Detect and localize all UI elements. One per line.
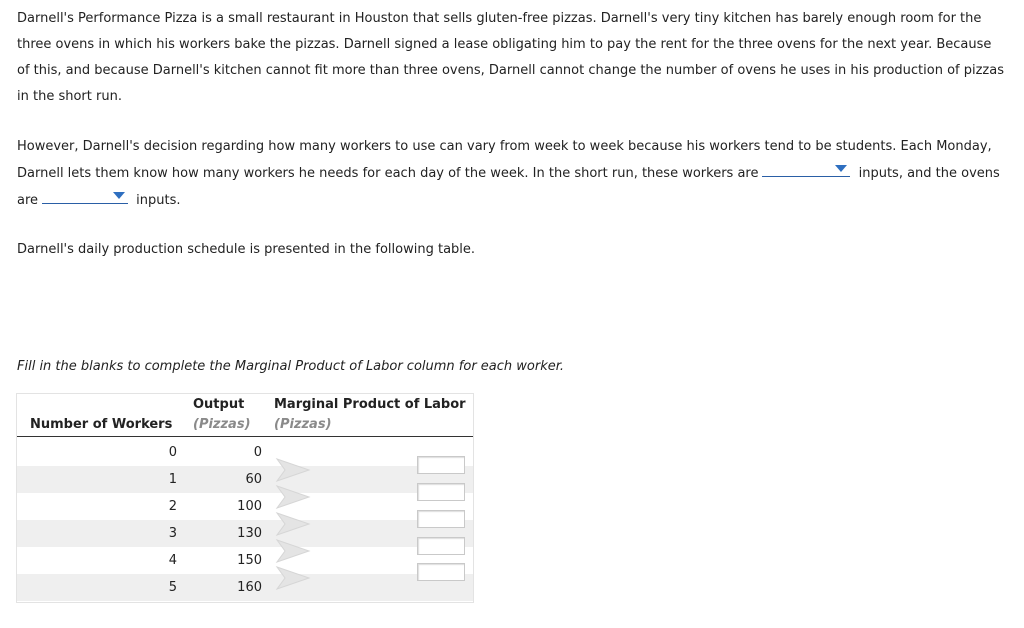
intro-paragraph: Darnell's Performance Pizza is a small restaurant in Houston that sells gluten-free pizzas. Darnell's very tiny kitchen has barely enough room for the three ovens in which his workers bake the pizzas. Darnell signed a lease obligating him to pay the rent for the three ovens for the next year. Because of this, and because Darnell's kitchen cannot fit more than three ovens, Darnell cannot change the number of ovens he uses in his production of pizzas in the short run. [17, 11, 1004, 104]
mpl-input-worker-2[interactable] [417, 483, 465, 501]
mpl-input-worker-3[interactable] [417, 510, 465, 528]
instruction-text: Fill in the blanks to complete the Marginal Product of Labor column for each worker. [17, 359, 565, 374]
output-cell: 0 [253, 445, 262, 460]
production-schedule-table [16, 393, 474, 603]
header-divider [17, 436, 473, 437]
output-header: Output [193, 397, 245, 412]
table-row [17, 520, 473, 547]
table-row [17, 547, 473, 574]
workers-paragraph-text-3: inputs. [136, 193, 181, 208]
chevron-right-icon [275, 484, 311, 510]
workers-cell: 0 [168, 445, 177, 460]
table-row [17, 574, 473, 601]
chevron-right-icon [275, 565, 311, 591]
dropdown-arrow-icon [113, 192, 125, 199]
dropdown-arrow-icon [835, 165, 847, 172]
workers-cell: 5 [168, 580, 177, 595]
workers-cell: 4 [168, 553, 177, 568]
chevron-right-icon [275, 457, 311, 483]
output-cell: 150 [237, 553, 262, 568]
chevron-right-icon [275, 511, 311, 537]
chevron-right-icon [275, 538, 311, 564]
output-cell: 130 [237, 526, 262, 541]
table-row [17, 493, 473, 520]
mpl-unit-header: (Pizzas) [274, 417, 332, 432]
output-cell: 100 [237, 499, 262, 514]
output-cell: 60 [245, 472, 262, 487]
workers-cell: 1 [168, 472, 177, 487]
workers-paragraph-text-1: However, Darnell's decision regarding how many workers to use can vary from week to week because his workers tend to be students. Each Monday, Darnell lets them know how many workers he needs for each day of the week. In the short run, these workers are [17, 139, 992, 181]
mpl-header: Marginal Product of Labor [274, 397, 466, 412]
table-row [17, 466, 473, 493]
workers-header: Number of Workers [30, 417, 173, 432]
mpl-input-worker-1[interactable] [417, 456, 465, 474]
mpl-input-worker-5[interactable] [417, 563, 465, 581]
workers-input-type-dropdown[interactable] [762, 160, 850, 177]
mpl-input-worker-4[interactable] [417, 537, 465, 555]
workers-cell: 3 [168, 526, 177, 541]
workers-cell: 2 [168, 499, 177, 514]
workers-paragraph-text-2: inputs, and the ovens are [17, 166, 1000, 208]
output-cell: 160 [237, 580, 262, 595]
output-unit-header: (Pizzas) [193, 417, 251, 432]
table-row [17, 439, 473, 466]
ovens-input-type-dropdown[interactable] [42, 187, 128, 204]
schedule-intro-text: Darnell's daily production schedule is presented in the following table. [17, 242, 476, 257]
workers-paragraph [17, 134, 1007, 214]
